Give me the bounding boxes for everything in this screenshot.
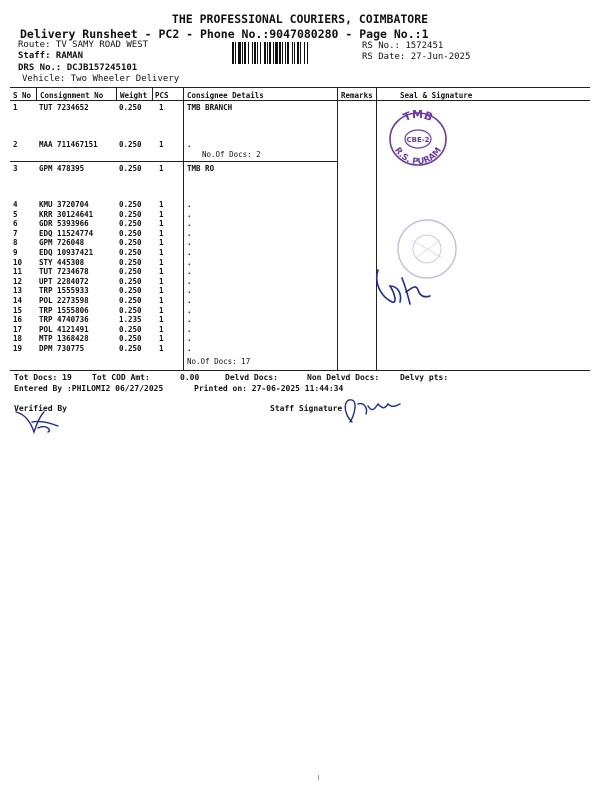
header-seal-signature: Seal & Signature: [400, 91, 473, 100]
tmb-seal-stamp: [382, 108, 454, 170]
row-weight: 0.250: [119, 276, 142, 286]
row-consignee: .: [187, 276, 192, 286]
row-pcs: 1: [159, 200, 164, 209]
stamp-top-text: TMB: [401, 108, 435, 125]
row-consignment: DPM 730775: [39, 343, 85, 353]
row-weight: 0.250: [119, 140, 142, 149]
row-pcs: 1: [159, 343, 164, 353]
row-consignment: TRP 4740736: [39, 315, 89, 325]
row-sno: 15: [13, 305, 23, 315]
row-sno: 2: [13, 140, 18, 149]
row-consignment: POL 2273598: [39, 295, 89, 305]
row-consignee: .: [187, 238, 192, 248]
row-sno: 8: [13, 238, 18, 248]
row-pcs: 1: [159, 257, 164, 267]
route-text: Route: TV SAMY ROAD WEST: [18, 40, 149, 50]
barcode-image: [232, 42, 354, 64]
row-consignment: TRP 1555806: [39, 305, 89, 315]
row-sno: 3: [13, 164, 18, 173]
docs-count-note: No.Of Docs: 2: [202, 150, 261, 159]
row-weight: 0.250: [119, 267, 142, 277]
rs-number: RS No.: 1572451: [362, 41, 444, 51]
row-weight: 0.250: [119, 219, 142, 229]
row-weight: 0.250: [119, 343, 142, 353]
delivered-docs: Delvd Docs:: [225, 373, 278, 382]
row-consignee: TMB RO: [187, 164, 215, 173]
header-pcs: PCS: [155, 91, 169, 100]
printed-on: Printed on: 27-06-2025 11:44:34: [194, 384, 344, 393]
row-consignment: TRP 1555933: [39, 286, 89, 296]
row-sno: 19: [13, 343, 23, 353]
runsheet-subtitle: Delivery Runsheet - PC2 - Phone No.:9047080280 - Page No.:1: [20, 27, 429, 41]
row-sno: 17: [13, 324, 23, 334]
row-sno: 5: [13, 209, 18, 219]
row-weight: 0.250: [119, 228, 142, 238]
stamp-bottom-text: R.S. PURAM: [392, 145, 444, 168]
verified-by-label: Verified By: [14, 404, 67, 413]
header-weight: Weight: [120, 91, 148, 100]
row-consignment: GPM 726048: [39, 238, 85, 248]
row-consignee: .: [187, 200, 192, 209]
row-pcs: 1: [159, 276, 164, 286]
total-docs: Tot Docs: 19: [14, 373, 72, 382]
row-weight: 0.250: [119, 200, 142, 209]
row-sno: 9: [13, 247, 18, 257]
staff-signature-label: Staff Signature: [270, 404, 343, 413]
row-sno: 7: [13, 228, 18, 238]
row-consignee: TMB BRANCH: [187, 103, 233, 112]
stamp-middle-text: CBE-2: [406, 136, 430, 144]
staff-signature: [338, 392, 418, 426]
row-consignee: .: [187, 257, 192, 267]
row-consignment: UPT 2284072: [39, 276, 89, 286]
company-title: THE PROFESSIONAL COURIERS, COIMBATORE: [171, 12, 429, 26]
consignee-column: [187, 200, 192, 354]
row-consignment: EDQ 10937421: [39, 247, 94, 257]
row-sno: 4: [13, 200, 18, 209]
row-pcs: 1: [159, 286, 164, 296]
weight-column: [119, 200, 142, 354]
consignment-column: [39, 200, 93, 354]
receiver-signature: [372, 262, 442, 310]
row-sno: 12: [13, 276, 23, 286]
scan-mark: [318, 775, 319, 780]
row-pcs: 1: [159, 164, 164, 173]
row-consignee: .: [187, 140, 192, 149]
row-sno: 13: [13, 286, 23, 296]
entered-by: Entered By :PHILOMI2 06/27/2025: [14, 384, 164, 393]
row-pcs: 1: [159, 219, 164, 229]
verifier-signature: [12, 398, 82, 438]
row-sno: 10: [13, 257, 23, 267]
drs-number: DRS No.: DCJB157245101: [18, 63, 138, 73]
staff-text: Staff: RAMAN: [18, 51, 84, 61]
row-consignment: GPM 478395: [39, 164, 85, 173]
row-pcs: 1: [159, 238, 164, 248]
row-consignment: MTP 1368428: [39, 334, 89, 344]
row-weight: 0.250: [119, 286, 142, 296]
row-pcs: 1: [159, 334, 164, 344]
row-consignee: .: [187, 286, 192, 296]
row-weight: 0.250: [119, 324, 142, 334]
delivery-points: Delvy pts:: [400, 373, 449, 382]
row-consignee: .: [187, 324, 192, 334]
row-consignment: TUT 7234678: [39, 267, 89, 277]
total-cod-value: 0.00: [180, 373, 200, 382]
row-weight: 0.250: [119, 334, 142, 344]
total-cod-label: Tot COD Amt:: [92, 373, 150, 382]
row-consignee: .: [187, 305, 192, 315]
svg-text:TMB: [401, 108, 435, 124]
rs-date: RS Date: 27-Jun-2025: [362, 52, 471, 62]
row-consignee: .: [187, 247, 192, 257]
docs-count-note: No.Of Docs: 17: [187, 357, 251, 366]
row-weight: 0.250: [119, 257, 142, 267]
row-sno: 1: [13, 103, 18, 112]
row-consignment: POL 4121491: [39, 324, 89, 334]
row-consignee: .: [187, 334, 192, 344]
row-sno: 14: [13, 295, 23, 305]
row-consignment: EDQ 11524774: [39, 228, 94, 238]
row-pcs: 1: [159, 228, 164, 238]
non-delivered-docs: Non Delvd Docs:: [307, 373, 380, 382]
row-consignment: KRR 30124641: [39, 209, 94, 219]
row-sno: 18: [13, 334, 23, 344]
row-pcs: 1: [159, 247, 164, 257]
row-weight: 0.250: [119, 209, 142, 219]
row-weight: 0.250: [119, 247, 142, 257]
row-consignee: .: [187, 267, 192, 277]
row-consignment: STY 445308: [39, 257, 85, 267]
row-weight: 0.250: [119, 164, 142, 173]
row-sno: 11: [13, 267, 23, 277]
pcs-column: [159, 200, 164, 354]
row-consignee: .: [187, 295, 192, 305]
row-consignee: .: [187, 343, 192, 353]
row-consignment: MAA 711467151: [39, 140, 98, 149]
row-consignee: .: [187, 315, 192, 325]
row-pcs: 1: [159, 267, 164, 277]
row-weight: 1.235: [119, 315, 142, 325]
header-consignee: Consignee Details: [187, 91, 264, 100]
row-pcs: 1: [159, 103, 164, 112]
row-consignment: KMU 3720704: [39, 200, 89, 209]
row-weight: 0.250: [119, 238, 142, 248]
sno-column: [13, 200, 22, 354]
row-weight: 0.250: [119, 305, 142, 315]
row-sno: 16: [13, 315, 23, 325]
row-sno: 6: [13, 219, 18, 229]
row-pcs: 1: [159, 140, 164, 149]
row-pcs: 1: [159, 295, 164, 305]
header-sno: S No: [13, 91, 32, 100]
svg-text:R.S. PURAM: [392, 146, 444, 167]
row-weight: 0.250: [119, 103, 142, 112]
row-pcs: 1: [159, 209, 164, 219]
header-remarks: Remarks: [341, 91, 373, 100]
row-pcs: 1: [159, 315, 164, 325]
row-consignment: TUT 7234652: [39, 103, 89, 112]
row-consignee: .: [187, 219, 192, 229]
header-consignment: Consignment No: [40, 91, 104, 100]
row-consignment: GDR 5393966: [39, 219, 89, 229]
row-pcs: 1: [159, 305, 164, 315]
row-consignee: .: [187, 209, 192, 219]
vehicle-text: Vehicle: Two Wheeler Delivery: [22, 74, 180, 84]
row-pcs: 1: [159, 324, 164, 334]
row-consignee: .: [187, 228, 192, 238]
row-weight: 0.250: [119, 295, 142, 305]
